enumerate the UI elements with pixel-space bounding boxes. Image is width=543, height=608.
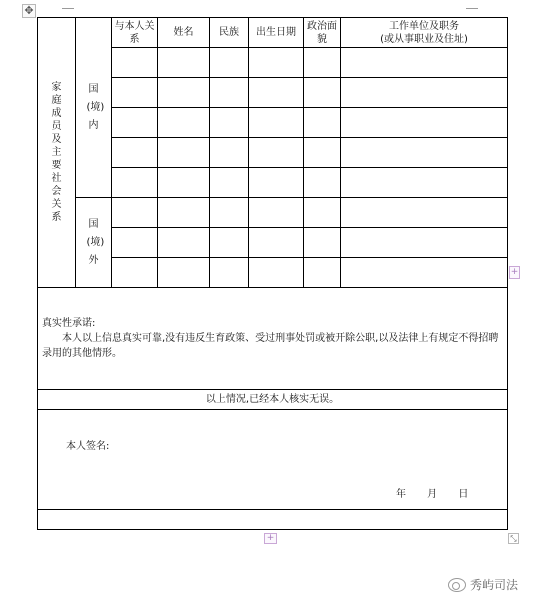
signature-label: 本人签名: (66, 441, 110, 452)
input-cell[interactable] (112, 228, 158, 258)
promise-title: 真实性承诺: (42, 318, 96, 329)
input-cell[interactable] (158, 108, 210, 138)
input-cell[interactable] (112, 168, 158, 198)
input-cell[interactable] (210, 78, 249, 108)
input-cell[interactable] (112, 138, 158, 168)
input-cell[interactable] (112, 258, 158, 288)
input-cell[interactable] (210, 228, 249, 258)
promise-row (38, 288, 508, 390)
side-label: 家庭成员及主要社会关系 (51, 82, 62, 223)
promise-cell[interactable] (38, 288, 508, 390)
input-cell[interactable] (249, 198, 304, 228)
input-cell[interactable] (249, 138, 304, 168)
input-cell[interactable] (210, 198, 249, 228)
input-cell[interactable] (210, 48, 249, 78)
family-relations-form (37, 17, 508, 530)
input-cell[interactable] (158, 138, 210, 168)
domestic-label-cell (76, 18, 112, 198)
input-cell[interactable] (341, 258, 508, 288)
header-work: 工作单位及职务 (或从事职业及住址) (341, 18, 508, 48)
promise-body: 本人以上信息真实可靠,没有违反生育政策、受过刑事处罚或被开除公职,以及法律上有规定不得招聘录用的其他情形。 (42, 333, 499, 359)
input-cell[interactable] (249, 48, 304, 78)
input-cell[interactable] (341, 108, 508, 138)
blank-row (38, 510, 508, 530)
overseas-label-cell (76, 198, 112, 288)
confirm-row (38, 390, 508, 410)
side-label-cell (38, 18, 76, 288)
table-move-handle[interactable]: ✥ (22, 4, 36, 18)
domestic-label: 国(境)内 (86, 83, 105, 131)
header-relation: 与本人关 系 (112, 18, 158, 48)
input-cell[interactable] (304, 108, 341, 138)
input-cell[interactable] (304, 168, 341, 198)
input-cell[interactable] (112, 108, 158, 138)
input-cell[interactable] (249, 258, 304, 288)
table-resize-handle[interactable]: ⤡ (508, 533, 519, 544)
input-cell[interactable] (112, 198, 158, 228)
input-cell[interactable] (158, 168, 210, 198)
date-line: 年 月 日 (396, 489, 469, 500)
input-cell[interactable] (341, 48, 508, 78)
header-political: 政治面貌 (304, 18, 341, 48)
input-cell[interactable] (210, 168, 249, 198)
add-column-button[interactable]: + (510, 267, 519, 277)
header-birth: 出生日期 (249, 18, 304, 48)
header-name: 姓名 (158, 18, 210, 48)
input-cell[interactable] (304, 48, 341, 78)
input-cell[interactable] (158, 228, 210, 258)
signature-cell[interactable] (38, 410, 508, 510)
input-cell[interactable] (249, 108, 304, 138)
confirm-cell[interactable] (38, 390, 508, 410)
input-cell[interactable] (304, 138, 341, 168)
blank-cell[interactable] (38, 510, 508, 530)
input-cell[interactable] (304, 198, 341, 228)
add-row-button[interactable]: + (264, 533, 277, 544)
input-cell[interactable] (158, 78, 210, 108)
confirm-text: 以上情况,已经本人核实无误。 (205, 394, 340, 405)
input-cell[interactable] (341, 228, 508, 258)
input-cell[interactable] (112, 78, 158, 108)
input-cell[interactable] (158, 198, 210, 228)
input-cell[interactable] (210, 138, 249, 168)
input-cell[interactable] (158, 258, 210, 288)
watermark-text: 秀屿司法 (470, 578, 519, 592)
header-ethnicity: 民族 (210, 18, 249, 48)
input-cell[interactable] (112, 48, 158, 78)
input-cell[interactable] (249, 78, 304, 108)
header-row (38, 18, 508, 48)
input-cell[interactable] (341, 78, 508, 108)
input-cell[interactable] (249, 228, 304, 258)
input-cell[interactable] (304, 78, 341, 108)
input-cell[interactable] (341, 168, 508, 198)
input-cell[interactable] (158, 48, 210, 78)
input-cell[interactable] (249, 168, 304, 198)
signature-row (38, 410, 508, 510)
input-cell[interactable] (210, 108, 249, 138)
input-cell[interactable] (304, 228, 341, 258)
overseas-row (38, 198, 508, 228)
overseas-label: 国(境)外 (86, 218, 105, 266)
input-cell[interactable] (341, 138, 508, 168)
input-cell[interactable] (341, 198, 508, 228)
input-cell[interactable] (304, 258, 341, 288)
wechat-logo-icon (448, 578, 466, 592)
watermark (448, 576, 518, 593)
input-cell[interactable] (210, 258, 249, 288)
